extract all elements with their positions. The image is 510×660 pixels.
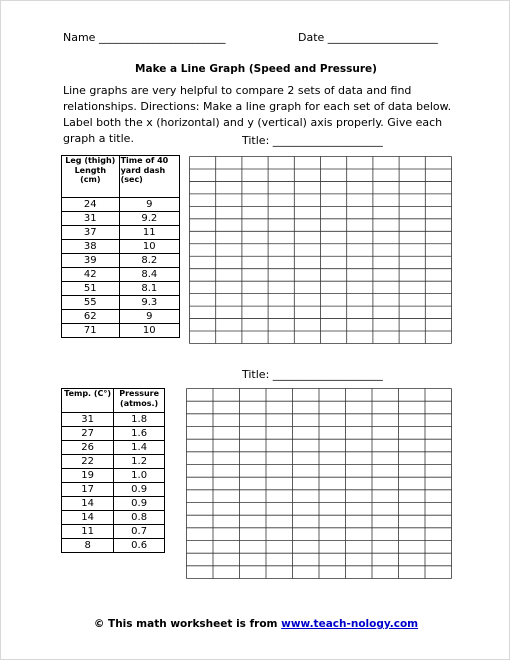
table-row (62, 455, 165, 469)
table-cell: 31 (62, 413, 114, 427)
table-cell: 39 (62, 254, 120, 268)
table-cell: 11 (62, 525, 114, 539)
worksheet-title: Make a Line Graph (Speed and Pressure) (135, 63, 377, 75)
column-header-dash-time: Time of 40 yard dash (sec) (119, 156, 179, 198)
table-cell: 0.8 (114, 511, 165, 525)
table-row (62, 268, 180, 282)
table-cell: 10 (119, 324, 179, 338)
table-row (62, 296, 180, 310)
table-cell: 22 (62, 455, 114, 469)
graph1-blank-grid (189, 156, 452, 344)
table-cell: 8 (62, 539, 114, 553)
footer-link[interactable]: www.teach-nology.com (281, 618, 419, 630)
column-header-pressure: Pressure (atmos.) (114, 389, 165, 413)
graph1-title-label: Title: ____________________ (242, 134, 383, 147)
table-cell: 1.6 (114, 427, 165, 441)
table-row (62, 282, 180, 296)
table-cell: 37 (62, 226, 120, 240)
table-cell: 31 (62, 212, 120, 226)
table-header-row (62, 389, 165, 413)
table-cell: 19 (62, 469, 114, 483)
table-cell: 9.3 (119, 296, 179, 310)
table-cell: 27 (62, 427, 114, 441)
date-field-label: Date ____________________ (298, 31, 438, 44)
table-row (62, 483, 165, 497)
table-cell: 0.9 (114, 483, 165, 497)
graph2-data-table (61, 388, 165, 553)
table-row (62, 441, 165, 455)
table-cell: 26 (62, 441, 114, 455)
table-cell: 1.2 (114, 455, 165, 469)
table-row (62, 427, 165, 441)
name-field-label: Name _______________________ (63, 31, 226, 44)
column-header-temp: Temp. (C°) (62, 389, 114, 413)
table-cell: 9 (119, 310, 179, 324)
table-cell: 24 (62, 198, 120, 212)
table-row (62, 254, 180, 268)
table-row (62, 198, 180, 212)
table-cell: 9.2 (119, 212, 179, 226)
table-row (62, 240, 180, 254)
graph2-title-label: Title: ____________________ (242, 368, 383, 381)
table-cell: 62 (62, 310, 120, 324)
intro-text: Line graphs are very helpful to compare 2 sets of data and find relationships. Directions: Make a line graph for each set of data below. Label both the x (horizontal) and y (vertical) axis properly. Give each graph a title. (63, 84, 452, 145)
footer-prefix: © This math worksheet is from (93, 618, 282, 630)
table-row (62, 324, 180, 338)
table-cell: 10 (119, 240, 179, 254)
table-cell: 0.9 (114, 497, 165, 511)
table-cell: 42 (62, 268, 120, 282)
table-cell: 14 (62, 511, 114, 525)
table-row (62, 212, 180, 226)
table-cell: 8.1 (119, 282, 179, 296)
table-cell: 8.4 (119, 268, 179, 282)
table-row (62, 539, 165, 553)
table-cell: 0.6 (114, 539, 165, 553)
table-cell: 51 (62, 282, 120, 296)
table-cell: 1.8 (114, 413, 165, 427)
footer-credit (1, 618, 510, 630)
table-cell: 17 (62, 483, 114, 497)
table-cell: 11 (119, 226, 179, 240)
table-row (62, 226, 180, 240)
table-cell: 38 (62, 240, 120, 254)
table-row (62, 413, 165, 427)
table-row (62, 310, 180, 324)
table-cell: 0.7 (114, 525, 165, 539)
table-cell: 55 (62, 296, 120, 310)
table-cell: 71 (62, 324, 120, 338)
table-cell: 9 (119, 198, 179, 212)
table-cell: 14 (62, 497, 114, 511)
table-header-row (62, 156, 180, 198)
table-cell: 8.2 (119, 254, 179, 268)
table-row (62, 469, 165, 483)
table-row (62, 511, 165, 525)
table-row (62, 525, 165, 539)
table-cell: 1.4 (114, 441, 165, 455)
table-row (62, 497, 165, 511)
graph1-data-table (61, 155, 180, 338)
table-cell: 1.0 (114, 469, 165, 483)
graph2-blank-grid (186, 388, 452, 579)
column-header-leg-length: Leg (thigh) Length (cm) (62, 156, 120, 198)
